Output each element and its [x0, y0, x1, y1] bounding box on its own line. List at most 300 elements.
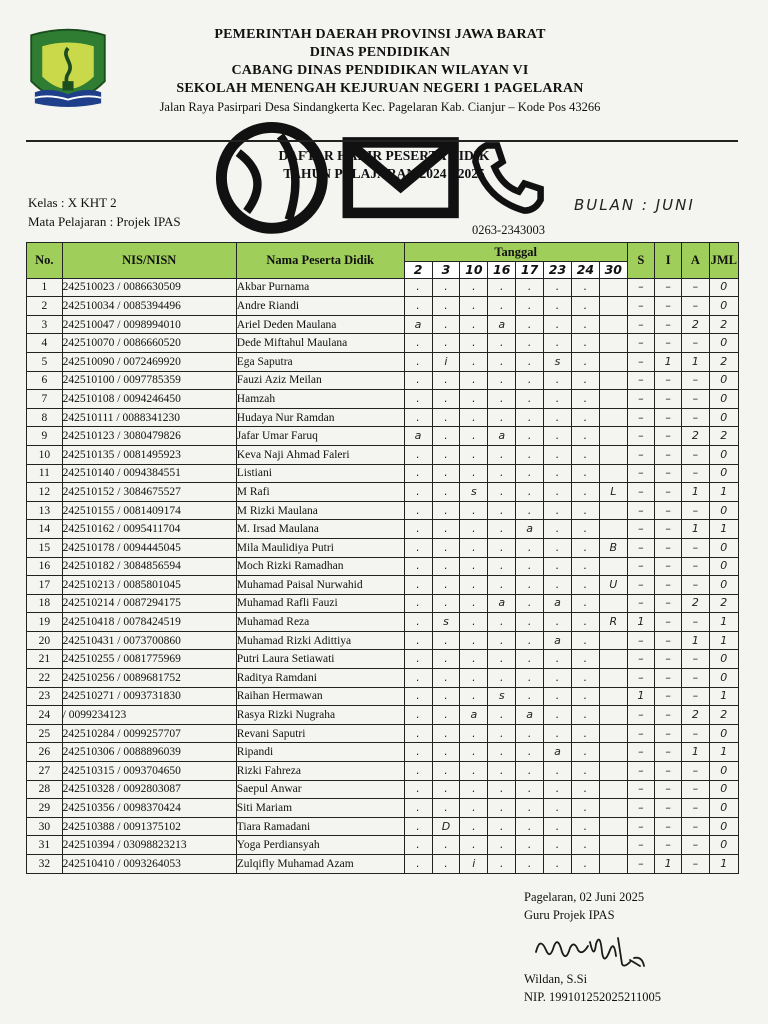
attendance-mark: . [544, 724, 572, 743]
attendance-mark: . [571, 408, 599, 427]
attendance-mark: . [571, 724, 599, 743]
table-row [27, 445, 739, 464]
table-row [27, 613, 739, 632]
attendance-mark: . [404, 520, 432, 539]
row-number: 27 [27, 762, 63, 781]
attendance-mark [599, 464, 627, 483]
attendance-mark: . [432, 743, 460, 762]
attendance-mark: s [544, 352, 572, 371]
row-total: 0 [709, 445, 738, 464]
attendance-mark: . [488, 501, 516, 520]
attendance-mark: . [544, 799, 572, 818]
attendance-mark: . [571, 613, 599, 632]
row-total: 0 [709, 390, 738, 409]
attendance-mark: . [460, 390, 488, 409]
letterhead-divider [26, 140, 738, 142]
attendance-mark: . [571, 631, 599, 650]
attendance-mark: . [404, 464, 432, 483]
row-number: 31 [27, 836, 63, 855]
row-nis: 242510140 / 0094384551 [62, 464, 236, 483]
attendance-mark: . [488, 390, 516, 409]
attendance-mark: . [432, 334, 460, 353]
row-nis: 242510394 / 03098823213 [62, 836, 236, 855]
attendance-mark: . [544, 445, 572, 464]
attendance-mark: . [460, 687, 488, 706]
attendance-mark [599, 371, 627, 390]
day-header: 17 [516, 261, 544, 278]
row-nis: 242510070 / 0086660520 [62, 334, 236, 353]
row-nis: 242510256 / 0089681752 [62, 669, 236, 688]
row-number: 29 [27, 799, 63, 818]
header-tanggal: Tanggal [404, 243, 627, 262]
letterhead-line-school: SEKOLAH MENENGAH KEJURUAN NEGERI 1 PAGELARAN [176, 81, 584, 96]
attendance-mark: . [516, 445, 544, 464]
row-sick-count: – [627, 297, 654, 316]
row-nis: 242510431 / 0073700860 [62, 631, 236, 650]
table-row [27, 836, 739, 855]
attendance-mark: . [404, 743, 432, 762]
attendance-mark: . [571, 334, 599, 353]
attendance-mark: . [571, 315, 599, 334]
row-permit-count: – [655, 650, 682, 669]
row-number: 18 [27, 594, 63, 613]
row-total: 0 [709, 557, 738, 576]
row-total: 1 [709, 483, 738, 502]
row-absent-count: 1 [682, 520, 709, 539]
attendance-mark: . [544, 576, 572, 595]
attendance-mark [599, 390, 627, 409]
row-absent-count: 2 [682, 594, 709, 613]
attendance-mark: . [432, 799, 460, 818]
attendance-mark: . [432, 687, 460, 706]
table-row [27, 780, 739, 799]
row-total: 1 [709, 743, 738, 762]
row-student-name: Muhamad Paisal Nurwahid [236, 576, 404, 595]
row-absent-count: – [682, 390, 709, 409]
row-total: 0 [709, 817, 738, 836]
attendance-mark: . [460, 464, 488, 483]
attendance-mark: . [571, 836, 599, 855]
attendance-mark [599, 278, 627, 297]
attendance-mark: . [460, 352, 488, 371]
row-student-name: Andre Riandi [236, 297, 404, 316]
attendance-mark: . [516, 743, 544, 762]
attendance-mark: . [404, 780, 432, 799]
attendance-mark: . [488, 724, 516, 743]
row-total: 1 [709, 631, 738, 650]
table-row [27, 390, 739, 409]
row-number: 32 [27, 855, 63, 874]
row-total: 0 [709, 464, 738, 483]
attendance-mark: . [544, 315, 572, 334]
letterhead-contact [120, 116, 640, 262]
row-nis: 242510108 / 0094246450 [62, 390, 236, 409]
attendance-mark: . [516, 501, 544, 520]
row-total: 0 [709, 501, 738, 520]
row-total: 0 [709, 669, 738, 688]
attendance-mark: . [404, 594, 432, 613]
row-student-name: Raditya Ramdani [236, 669, 404, 688]
row-sick-count: – [627, 706, 654, 725]
header-no: No. [27, 243, 63, 279]
attendance-mark: . [488, 352, 516, 371]
row-absent-count: – [682, 817, 709, 836]
attendance-mark: . [432, 315, 460, 334]
attendance-mark: . [516, 408, 544, 427]
attendance-mark: . [544, 780, 572, 799]
attendance-mark [599, 445, 627, 464]
row-sick-count: – [627, 334, 654, 353]
attendance-mark: . [516, 855, 544, 874]
attendance-mark: a [488, 315, 516, 334]
row-student-name: Listiani [236, 464, 404, 483]
row-nis: 242510356 / 0098370424 [62, 799, 236, 818]
attendance-mark: . [404, 352, 432, 371]
row-student-name: Mila Maulidiya Putri [236, 538, 404, 557]
table-row [27, 594, 739, 613]
attendance-mark: . [544, 687, 572, 706]
row-permit-count: – [655, 408, 682, 427]
attendance-mark: . [404, 278, 432, 297]
row-total: 0 [709, 650, 738, 669]
row-number: 10 [27, 445, 63, 464]
attendance-mark: . [571, 743, 599, 762]
row-sick-count: – [627, 817, 654, 836]
row-permit-count: – [655, 687, 682, 706]
signature-role: Guru Projek IPAS [524, 908, 615, 922]
row-number: 1 [27, 278, 63, 297]
attendance-mark: . [516, 669, 544, 688]
row-permit-count: – [655, 613, 682, 632]
row-nis: 242510315 / 0093704650 [62, 762, 236, 781]
attendance-mark: . [516, 464, 544, 483]
row-nis: / 0099234123 [62, 706, 236, 725]
row-permit-count: – [655, 631, 682, 650]
attendance-mark: . [432, 557, 460, 576]
header-a: A [682, 243, 709, 279]
row-student-name: Siti Mariam [236, 799, 404, 818]
attendance-mark: . [544, 408, 572, 427]
attendance-mark: . [516, 334, 544, 353]
row-number: 19 [27, 613, 63, 632]
row-absent-count: 1 [682, 631, 709, 650]
row-permit-count: – [655, 594, 682, 613]
row-permit-count: – [655, 483, 682, 502]
attendance-mark [599, 557, 627, 576]
row-number: 17 [27, 576, 63, 595]
row-permit-count: 1 [655, 855, 682, 874]
attendance-mark: a [544, 631, 572, 650]
row-sick-count: – [627, 520, 654, 539]
row-student-name: Jafar Umar Faruq [236, 427, 404, 446]
row-student-name: Akbar Purnama [236, 278, 404, 297]
row-absent-count: – [682, 687, 709, 706]
table-row [27, 817, 739, 836]
row-student-name: Saepul Anwar [236, 780, 404, 799]
row-student-name: Yoga Perdiansyah [236, 836, 404, 855]
attendance-mark: . [404, 576, 432, 595]
attendance-mark: . [571, 594, 599, 613]
attendance-mark: . [488, 780, 516, 799]
attendance-mark: . [460, 427, 488, 446]
row-permit-count: – [655, 445, 682, 464]
attendance-mark: . [404, 817, 432, 836]
attendance-mark: . [571, 464, 599, 483]
attendance-mark: . [516, 427, 544, 446]
row-absent-count: – [682, 799, 709, 818]
table-row [27, 352, 739, 371]
attendance-mark: . [488, 278, 516, 297]
attendance-mark [599, 762, 627, 781]
attendance-mark: . [516, 483, 544, 502]
row-sick-count: – [627, 762, 654, 781]
header-i: I [655, 243, 682, 279]
attendance-mark: . [432, 762, 460, 781]
attendance-mark: . [544, 557, 572, 576]
attendance-mark: . [544, 278, 572, 297]
attendance-mark: . [571, 799, 599, 818]
table-row [27, 762, 739, 781]
row-number: 16 [27, 557, 63, 576]
attendance-mark: . [488, 817, 516, 836]
row-total: 0 [709, 799, 738, 818]
row-permit-count: – [655, 390, 682, 409]
row-total: 0 [709, 408, 738, 427]
row-student-name: Ega Saputra [236, 352, 404, 371]
row-nis: 242510182 / 3084856594 [62, 557, 236, 576]
attendance-mark: . [488, 557, 516, 576]
attendance-mark: . [488, 799, 516, 818]
row-total: 0 [709, 371, 738, 390]
attendance-mark: . [460, 557, 488, 576]
attendance-mark: . [571, 650, 599, 669]
row-student-name: Fauzi Aziz Meilan [236, 371, 404, 390]
attendance-mark: . [488, 576, 516, 595]
attendance-mark: . [488, 613, 516, 632]
attendance-mark: . [544, 483, 572, 502]
row-sick-count: – [627, 594, 654, 613]
attendance-mark: . [544, 613, 572, 632]
attendance-mark: . [460, 613, 488, 632]
attendance-mark: U [599, 576, 627, 595]
row-sick-count: – [627, 427, 654, 446]
attendance-mark: . [460, 445, 488, 464]
row-nis: 242510111 / 0088341230 [62, 408, 236, 427]
row-student-name: Rizki Fahreza [236, 762, 404, 781]
attendance-mark: . [516, 576, 544, 595]
row-permit-count: – [655, 706, 682, 725]
row-permit-count: – [655, 817, 682, 836]
row-total: 0 [709, 538, 738, 557]
row-number: 20 [27, 631, 63, 650]
letterhead [120, 26, 640, 262]
row-nis: 242510178 / 0094445045 [62, 538, 236, 557]
attendance-mark: L [599, 483, 627, 502]
row-total: 0 [709, 836, 738, 855]
row-number: 3 [27, 315, 63, 334]
row-permit-count: – [655, 520, 682, 539]
attendance-mark: . [432, 297, 460, 316]
table-row [27, 315, 739, 334]
attendance-mark: a [460, 706, 488, 725]
attendance-mark: . [488, 371, 516, 390]
attendance-mark: . [571, 538, 599, 557]
row-student-name: Hudaya Nur Ramdan [236, 408, 404, 427]
row-nis: 242510155 / 0081409174 [62, 501, 236, 520]
attendance-mark [599, 817, 627, 836]
row-permit-count: – [655, 538, 682, 557]
attendance-mark [599, 315, 627, 334]
phone-text: 0263-2343003 [472, 222, 545, 237]
attendance-mark: . [516, 278, 544, 297]
attendance-mark: . [404, 762, 432, 781]
row-sick-count: – [627, 631, 654, 650]
header-name: Nama Peserta Didik [236, 243, 404, 279]
row-absent-count: – [682, 445, 709, 464]
row-permit-count: – [655, 427, 682, 446]
row-absent-count: – [682, 297, 709, 316]
row-absent-count: – [682, 613, 709, 632]
row-permit-count: – [655, 743, 682, 762]
row-permit-count: – [655, 669, 682, 688]
attendance-mark: . [460, 650, 488, 669]
row-number: 6 [27, 371, 63, 390]
attendance-mark: . [460, 334, 488, 353]
row-sick-count: – [627, 538, 654, 557]
attendance-mark: a [544, 743, 572, 762]
row-student-name: Raihan Hermawan [236, 687, 404, 706]
attendance-mark: . [544, 297, 572, 316]
attendance-mark [599, 427, 627, 446]
row-number: 21 [27, 650, 63, 669]
attendance-mark: a [516, 520, 544, 539]
row-student-name: Muhamad Reza [236, 613, 404, 632]
attendance-mark [599, 352, 627, 371]
row-sick-count: – [627, 724, 654, 743]
row-permit-count: – [655, 724, 682, 743]
row-absent-count: 1 [682, 352, 709, 371]
row-nis: 242510328 / 0092803087 [62, 780, 236, 799]
attendance-mark: . [488, 538, 516, 557]
attendance-mark: . [571, 706, 599, 725]
attendance-mark: . [460, 520, 488, 539]
attendance-mark: . [516, 613, 544, 632]
attendance-mark [599, 594, 627, 613]
row-nis: 242510100 / 0097785359 [62, 371, 236, 390]
attendance-mark: D [432, 817, 460, 836]
row-student-name: Moch Rizki Ramadhan [236, 557, 404, 576]
attendance-mark: . [516, 836, 544, 855]
table-row [27, 650, 739, 669]
attendance-mark [599, 408, 627, 427]
attendance-mark [599, 780, 627, 799]
row-sick-count: – [627, 408, 654, 427]
table-row [27, 631, 739, 650]
row-nis: 242510284 / 0099257707 [62, 724, 236, 743]
attendance-mark: . [432, 631, 460, 650]
attendance-mark: . [571, 427, 599, 446]
attendance-mark: . [460, 576, 488, 595]
row-absent-count: – [682, 408, 709, 427]
row-sick-count: – [627, 315, 654, 334]
attendance-mark: . [432, 576, 460, 595]
attendance-mark: a [404, 315, 432, 334]
row-number: 24 [27, 706, 63, 725]
row-absent-count: – [682, 501, 709, 520]
attendance-mark [599, 799, 627, 818]
attendance-mark: . [516, 687, 544, 706]
row-absent-count: – [682, 780, 709, 799]
row-student-name: Putri Laura Setiawati [236, 650, 404, 669]
attendance-mark: . [404, 855, 432, 874]
attendance-mark: . [488, 408, 516, 427]
row-nis: 242510162 / 0095411704 [62, 520, 236, 539]
attendance-mark: . [432, 855, 460, 874]
row-sick-count: – [627, 855, 654, 874]
row-number: 22 [27, 669, 63, 688]
row-sick-count: – [627, 445, 654, 464]
row-nis: 242510306 / 0088896039 [62, 743, 236, 762]
attendance-mark: s [488, 687, 516, 706]
attendance-mark: . [516, 817, 544, 836]
day-header: 3 [432, 261, 460, 278]
table-row [27, 278, 739, 297]
row-student-name: Hamzah [236, 390, 404, 409]
row-total: 0 [709, 724, 738, 743]
attendance-mark [599, 501, 627, 520]
attendance-mark: a [404, 427, 432, 446]
row-absent-count: 1 [682, 483, 709, 502]
row-sick-count: – [627, 371, 654, 390]
row-nis: 242510213 / 0085801045 [62, 576, 236, 595]
attendance-mark: . [432, 427, 460, 446]
row-absent-count: – [682, 669, 709, 688]
row-permit-count: – [655, 762, 682, 781]
attendance-mark: . [404, 371, 432, 390]
table-row [27, 855, 739, 874]
attendance-mark: . [544, 855, 572, 874]
table-row [27, 483, 739, 502]
row-student-name: Muhamad Rizki Adittiya [236, 631, 404, 650]
row-absent-count: 2 [682, 706, 709, 725]
row-number: 11 [27, 464, 63, 483]
row-number: 26 [27, 743, 63, 762]
attendance-mark: . [432, 483, 460, 502]
row-permit-count: – [655, 278, 682, 297]
row-total: 1 [709, 855, 738, 874]
attendance-mark: R [599, 613, 627, 632]
row-permit-count: – [655, 501, 682, 520]
attendance-mark: . [460, 315, 488, 334]
row-nis: 242510023 / 0086630509 [62, 278, 236, 297]
day-header: 24 [571, 261, 599, 278]
row-nis: 242510090 / 0072469920 [62, 352, 236, 371]
row-total: 1 [709, 687, 738, 706]
attendance-mark: . [488, 445, 516, 464]
row-sick-count: – [627, 780, 654, 799]
attendance-mark: . [460, 538, 488, 557]
row-nis: 242510034 / 0085394496 [62, 297, 236, 316]
attendance-mark: a [516, 706, 544, 725]
row-number: 30 [27, 817, 63, 836]
row-number: 4 [27, 334, 63, 353]
attendance-mark: . [460, 669, 488, 688]
table-row [27, 334, 739, 353]
row-student-name: Ariel Deden Maulana [236, 315, 404, 334]
row-sick-count: 1 [627, 687, 654, 706]
attendance-mark: . [488, 334, 516, 353]
attendance-mark [599, 631, 627, 650]
